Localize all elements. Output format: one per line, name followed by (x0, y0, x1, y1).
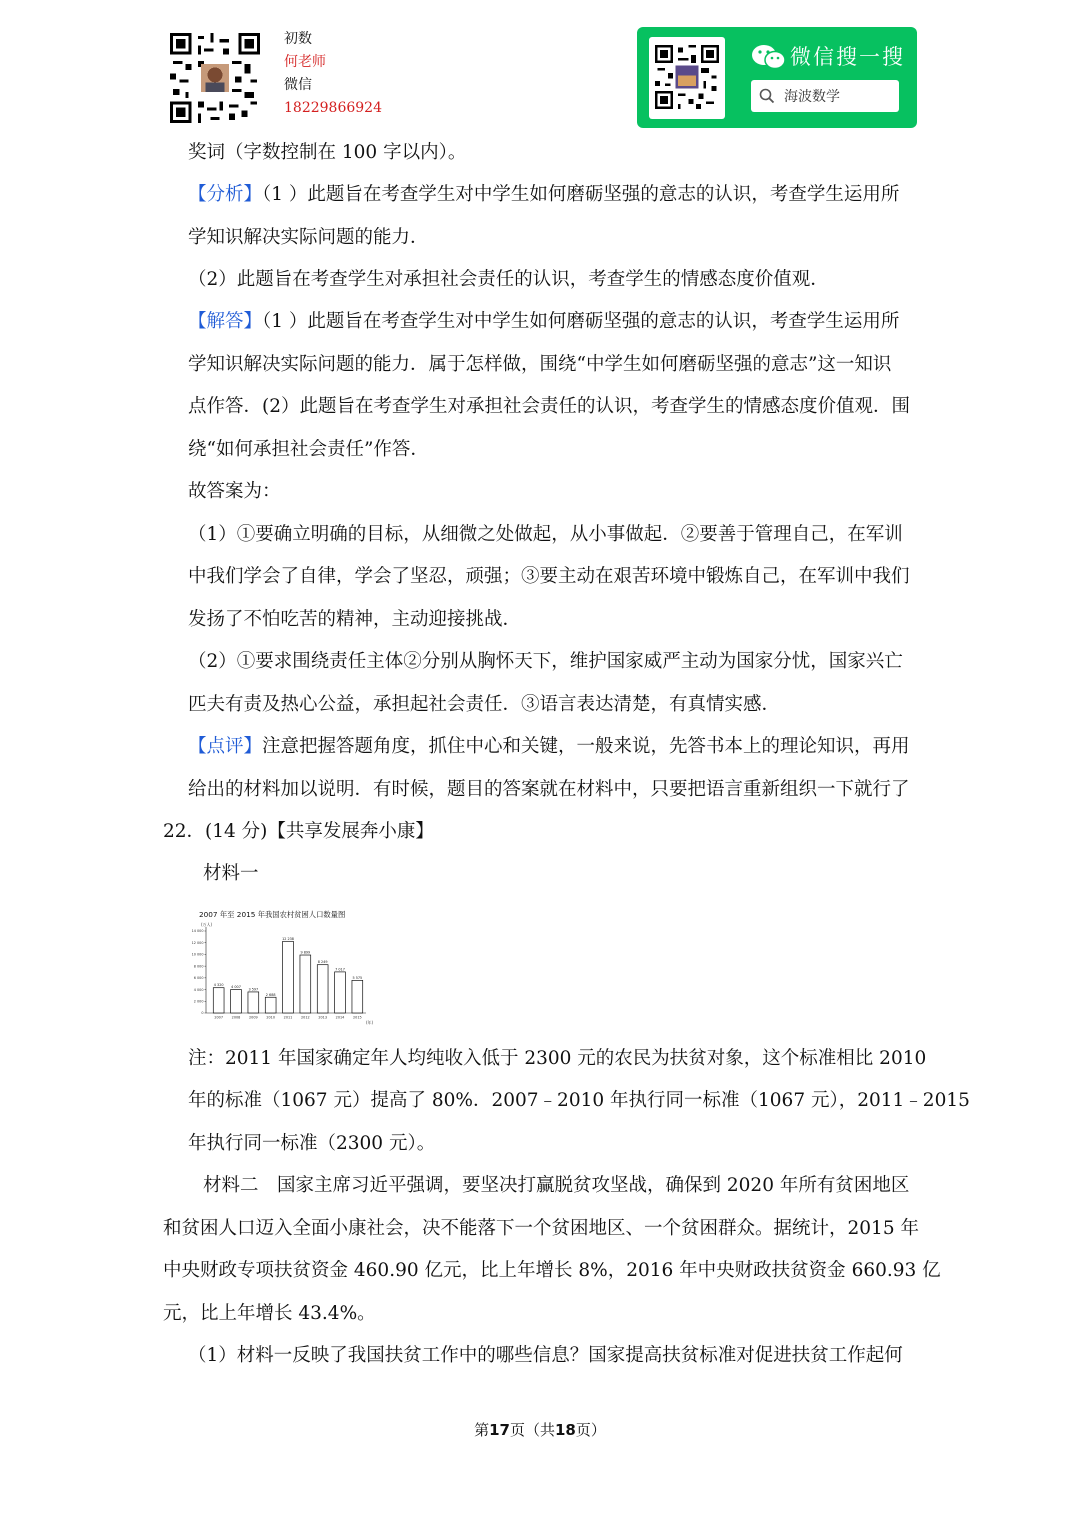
chart-value-label: 2 688 (265, 992, 276, 997)
chart-x-label: (年) (366, 1020, 374, 1025)
chart-y-tick-label: 6 000 (193, 976, 204, 981)
comment-tag: 【点评】 (188, 736, 263, 757)
chart-x-tick-label: 2009 (249, 1015, 258, 1020)
chart-bar-2007 (213, 988, 224, 1013)
chart-x-tick-label: 2008 (231, 1015, 241, 1020)
text-line: （1 ）此题旨在考查学生对中学生如何磨砺坚强的意志的认识，考查学生运用所 (262, 184, 900, 205)
footer-prefix: 第 (474, 1421, 490, 1439)
search-icon (759, 88, 775, 104)
comment-paragraph (188, 734, 910, 760)
chart-x-tick-label: 2015 (353, 1015, 362, 1020)
chart-title: 2007 年至 2015 年我国农村贫困人口数量图 (199, 910, 346, 919)
chart-bar-2014 (335, 972, 346, 1013)
contact-wechat-label: 微信 (284, 77, 312, 93)
chart-bar-2010 (265, 997, 276, 1013)
text-line: （2）①要求围绕责任主体②分别从胸怀天下，维护国家威严主动为国家分忧，国家兴亡 (188, 651, 903, 672)
chart-y-label: (万人) (201, 922, 213, 927)
text-line: 点作答．(2）此题旨在考查学生对承担社会责任的认识，考查学生的情感态度价值观．围 (188, 396, 910, 417)
wechat-search-box[interactable] (751, 80, 899, 112)
page-total: 18 (555, 1421, 576, 1439)
wechat-search-query: 海波数学 (784, 89, 840, 105)
answer-tag: 【解答】 (188, 311, 263, 332)
chart-x-tick-label: 2014 (335, 1015, 345, 1020)
text-line: 发扬了不怕吃苦的精神，主动迎接挑战． (188, 609, 522, 630)
material-two-line: 元，比上年增长 43.4%。 (163, 1303, 376, 1324)
text-line: 故答案为： (188, 481, 281, 502)
chart-value-label: 7 017 (335, 967, 345, 972)
footer-mid: 页（共 (509, 1421, 555, 1439)
chart-y-tick-label: 8 000 (193, 964, 204, 969)
text-line: 奖词（字数控制在 100 字以内）。 (188, 142, 467, 163)
material-two-line: 和贫困人口迈入全面小康社会，决不能落下一个贫困地区、一个贫困群众。据统计，2015 年 (163, 1218, 919, 1239)
chart-x-tick-label: 2007 (214, 1015, 223, 1020)
footer-suffix: 页） (575, 1421, 606, 1439)
question-22-heading: 22．(14 分)【共享发展奔小康】 (163, 821, 434, 842)
text-line: （1）①要确立明确的目标，从细微之处做起，从小事做起．②要善于管理自己，在军训 (188, 524, 903, 545)
note-line: 注：2011 年国家确定年人均纯收入低于 2300 元的农民为扶贫对象，这个标准相比 2010 (188, 1048, 927, 1069)
chart-value-label: 3 597 (248, 987, 259, 992)
analysis-tag: 【分析】 (188, 184, 263, 205)
material-one-label: 材料一 (203, 863, 259, 884)
chart-bar-2011 (283, 941, 294, 1013)
text-line: 学知识解决实际问题的能力．属于怎样做，围绕“中学生如何磨砺坚强的意志”这一知识 (188, 354, 892, 375)
chart-value-label: 12 238 (282, 936, 294, 941)
analysis-paragraph (188, 182, 899, 208)
material-two-line: 中央财政专项扶贫资金 460.90 亿元，比上年增长 8%，2016 年中央财政扶贫资金 660.93 亿 (163, 1260, 941, 1281)
chart-y-tick-label: 10 000 (191, 952, 204, 957)
wechat-search-title: 微信搜一搜 (790, 45, 905, 69)
chart-value-label: 4 320 (213, 983, 224, 988)
chart-bar-2008 (231, 990, 242, 1013)
chart-x-tick-label: 2010 (266, 1015, 275, 1020)
chart-value-label: 8 249 (317, 960, 328, 965)
answer-paragraph (188, 309, 899, 335)
text-line: 匹夫有责及热心公益，承担起社会责任．③语言表达清楚，有真情实感． (188, 694, 781, 715)
wechat-qr-code (655, 45, 719, 109)
text-line: 绕“如何承担社会责任”作答． (188, 439, 429, 460)
text-line: 给出的材料加以说明．有时候，题目的答案就在材料中，只要把语言重新组织一下就行了 (188, 779, 910, 800)
contact-info (284, 28, 382, 120)
text-line: 中我们学会了自律，学会了坚忍，顽强；③要主动在艰苦环境中锻炼自己，在军训中我们 (188, 566, 910, 587)
contact-subject: 初数 (284, 31, 312, 47)
text-line: （1 ）此题旨在考查学生对中学生如何磨砺坚强的意志的认识，考查学生运用所 (262, 311, 900, 332)
chart-x-tick-label: 2011 (283, 1015, 293, 1020)
chart-y-tick-label: 0 (201, 1011, 204, 1016)
chart-value-label: 9 899 (300, 950, 311, 955)
chart-bar-2012 (300, 955, 311, 1013)
wechat-search-banner (637, 27, 917, 128)
wechat-qr-frame (649, 37, 725, 119)
chart-value-label: 4 007 (231, 985, 241, 990)
chart-x-tick-label: 2013 (318, 1015, 327, 1020)
chart-bar-2013 (317, 965, 328, 1013)
note-line: 年的标准（1067 元）提高了 80%．2007﹣2010 年执行同一标准（1067 元），2011﹣2015 (188, 1090, 970, 1111)
material-two-line: 材料二 国家主席习近平强调，要坚决打赢脱贫攻坚战，确保到 2020 年所有贫困地区 (203, 1175, 910, 1196)
chart-value-label: 5 575 (352, 975, 363, 980)
text-line: 学知识解决实际问题的能力． (188, 227, 429, 248)
page-footer (0, 1419, 1080, 1440)
chart-y-tick-label: 2 000 (193, 999, 204, 1004)
chart-x-tick-label: 2012 (301, 1015, 310, 1020)
contact-teacher-name: 何老师 (284, 54, 326, 70)
chart-y-tick-label: 4 000 (193, 987, 204, 992)
chart-y-tick-label: 12 000 (191, 940, 204, 945)
chart-bar-2015 (352, 980, 363, 1013)
question-line: （1）材料一反映了我国扶贫工作中的哪些信息？国家提高扶贫标准对促进扶贫工作起何 (188, 1345, 903, 1366)
wechat-logo-icon (751, 43, 787, 71)
poverty-population-chart (188, 903, 388, 1025)
page-number: 17 (489, 1421, 510, 1439)
chart-bar-2009 (248, 992, 259, 1013)
chart-y-tick-label: 14 000 (191, 929, 204, 934)
note-line: 年执行同一标准（2300 元）。 (188, 1133, 436, 1154)
contact-qr-code (170, 32, 260, 124)
contact-phone: 18229866924 (284, 100, 382, 116)
text-line: （2）此题旨在考查学生对承担社会责任的认识，考查学生的情感态度价值观． (188, 269, 829, 290)
text-line: 注意把握答题角度，抓住中心和关键，一般来说，先答书本上的理论知识，再用 (262, 736, 910, 757)
